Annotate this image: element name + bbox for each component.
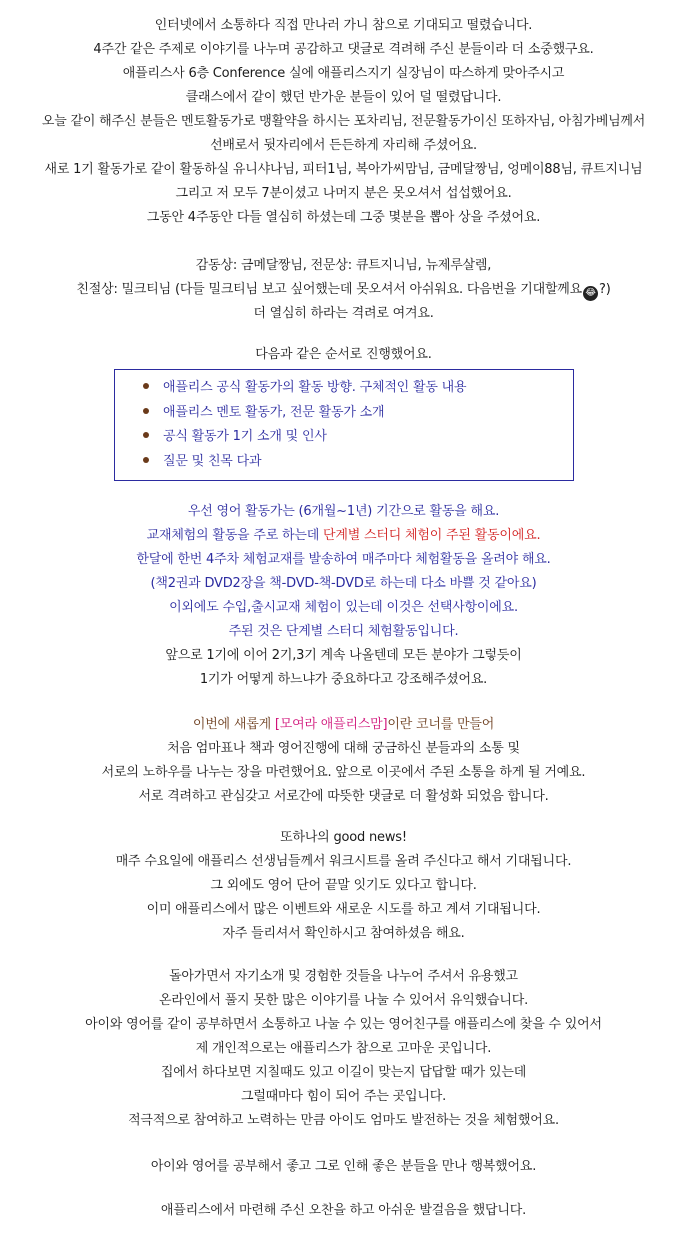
awards-paragraph <box>0 254 687 326</box>
order-heading <box>0 343 687 367</box>
text-line: 한달에 한번 4주차 체험교재를 발송하여 매주마다 체험활동을 올려야 해요. <box>136 552 551 567</box>
list-item: 애플리스 멘토 활동가, 전문 활동가 소개 <box>143 401 573 426</box>
text-line: 처음 엄마표나 책과 영어진행에 대해 궁금하신 분들과의 소통 및 <box>167 741 520 756</box>
agenda-box <box>114 369 574 481</box>
awards-line <box>0 278 687 302</box>
text-line: 온라인에서 풀지 못한 많은 이야기를 나눌 수 있어서 유익했습니다. <box>158 993 529 1008</box>
text-line: 인터넷에서 소통하다 직접 만나러 가니 참으로 기대되고 떨렸습니다. <box>154 18 533 33</box>
text-line: 주된 것은 단계별 스터디 체험활동입니다. <box>228 624 459 639</box>
text-line: 이미 애플리스에서 많은 이벤트와 새로운 시도를 하고 계셔 기대됩니다. <box>146 902 541 917</box>
text-line: 우선 영어 활동가는 (6개월~1년) 기간으로 활동을 해요. <box>187 504 500 519</box>
text-line: 이번에 새롭게 [모여라 애플리스맘]이란 코너를 만들어 <box>192 717 495 732</box>
agenda-list <box>115 370 573 474</box>
text-line: 또하나의 good news! <box>280 830 407 845</box>
text-line: 제 개인적으로는 애플리스가 참으로 고마운 곳입니다. <box>195 1041 492 1056</box>
bullet-icon <box>143 457 149 463</box>
reflection-paragraph <box>0 965 687 1133</box>
text-line: 클래스에서 같이 했던 반가운 분들이 있어 덜 떨렸답니다. <box>185 90 502 105</box>
highlight-text: 단계별 스터디 체험이 주된 활동이에요. <box>323 528 541 543</box>
bullet-icon <box>143 383 149 389</box>
corner-paragraph <box>0 713 687 809</box>
awards-line: 더 열심히 하라는 격려로 여겨요. <box>253 306 434 321</box>
text-line: 그리고 저 모두 7분이셨고 나머지 분은 못오셔서 섭섭했어요. <box>175 186 512 201</box>
text-line: 적극적으로 참여하고 노력하는 만큼 아이도 엄마도 발전하는 것을 체험했어요. <box>128 1113 559 1128</box>
text-line: 자주 들리셔서 확인하시고 참여하셨음 해요. <box>222 926 465 941</box>
text-line: 새로 1기 활동가로 같이 활동하실 유니샤나님, 피터1님, 복아가씨맘님, 금메달짱님, 엉메이88님, 큐트지니님 <box>44 162 643 177</box>
bullet-icon <box>143 408 149 414</box>
text-line: 돌아가면서 자기소개 및 경험한 것들을 나누어 주셔서 유용했고 <box>169 969 518 984</box>
text-line: 아이와 영어를 같이 공부하면서 소통하고 나눌 수 있는 영어친구를 애플리스에 찾을 수 있어서 <box>85 1017 602 1032</box>
bullet-icon <box>143 432 149 438</box>
corner-name: [모여라 애플리스맘] <box>274 717 388 732</box>
text-line: 그동안 4주동안 다들 열심히 하셨는데 그중 몇분을 뽑아 상을 주셨어요. <box>146 210 541 225</box>
text-line: 애플리스사 6층 Conference 실에 애플리스지기 실장님이 따스하게 맞아주시고 <box>122 66 565 81</box>
laughing-emoji-icon: 😂 <box>583 286 598 301</box>
list-item: 애플리스 공식 활동가의 활동 방향. 구체적인 활동 내용 <box>143 376 573 401</box>
text-line: 앞으로 1기에 이어 2기,3기 계속 나올텐데 모든 분야가 그렇듯이 <box>165 648 522 663</box>
text-line: 선배로서 뒷자리에서 든든하게 자리해 주셨어요. <box>210 138 477 153</box>
closing-paragraph-1 <box>0 1155 687 1179</box>
text-line: 서로의 노하우를 나누는 장을 마련했어요. 앞으로 이곳에서 주된 소통을 하게 될 거예요. <box>101 765 586 780</box>
list-item: 공식 활동가 1기 소개 및 인사 <box>143 425 573 450</box>
text-line: 교재체험의 활동을 주로 하는데 단계별 스터디 체험이 주된 활동이에요. <box>146 528 541 543</box>
section-heading: 다음과 같은 순서로 진행했어요. <box>255 347 432 362</box>
text-line: (책2권과 DVD2장을 책-DVD-책-DVD로 하는데 다소 바쁠 것 같아요) <box>150 576 537 591</box>
text-line: 그럴때마다 힘이 되어 주는 곳입니다. <box>240 1089 447 1104</box>
activity-paragraph <box>0 500 687 692</box>
awards-text: 친절상: 밀크티님 (다들 밀크티님 보고 싶어했는데 못오셔서 아쉬워요. 다음번을 기대할께요 <box>76 282 583 297</box>
text-line: 집에서 하다보면 지칠때도 있고 이길이 맞는지 답답할 때가 있는데 <box>160 1065 527 1080</box>
text-line: 오늘 같이 해주신 분들은 멘토활동가로 맹활약을 하시는 포차리님, 전문활동가이신 또하자님, 아침가베님께서 <box>41 114 646 129</box>
awards-text-end: ?) <box>599 282 611 297</box>
text-line: 4주간 같은 주제로 이야기를 나누며 공감하고 댓글로 격려해 주신 분들이라 더 소중했구요. <box>93 42 594 57</box>
text-line: 아이와 영어를 공부해서 좋고 그로 인해 좋은 분들을 만나 행복했어요. <box>150 1159 537 1174</box>
news-paragraph <box>0 826 687 946</box>
text-line: 이외에도 수입,출시교재 체험이 있는데 이것은 선택사항이에요. <box>169 600 518 615</box>
text-line: 매주 수요일에 애플리스 선생님들께서 워크시트를 올려 주신다고 해서 기대됩니다. <box>115 854 572 869</box>
text-line: 그 외에도 영어 단어 끝말 잇기도 있다고 합니다. <box>210 878 477 893</box>
intro-paragraph <box>0 14 687 230</box>
text-line: 서로 격려하고 관심갖고 서로간에 따뜻한 댓글로 더 활성화 되었음 합니다. <box>138 789 549 804</box>
text-line: 애플리스에서 마련해 주신 오찬을 하고 아쉬운 발걸음을 했답니다. <box>160 1203 527 1218</box>
text-line: 1기가 어떻게 하느냐가 중요하다고 강조해주셨어요. <box>199 672 488 687</box>
closing-paragraph-2 <box>0 1199 687 1223</box>
awards-line: 감동상: 금메달짱님, 전문상: 큐트지니님, 뉴제루살렘, <box>195 258 492 273</box>
list-item: 질문 및 친목 다과 <box>143 450 573 475</box>
